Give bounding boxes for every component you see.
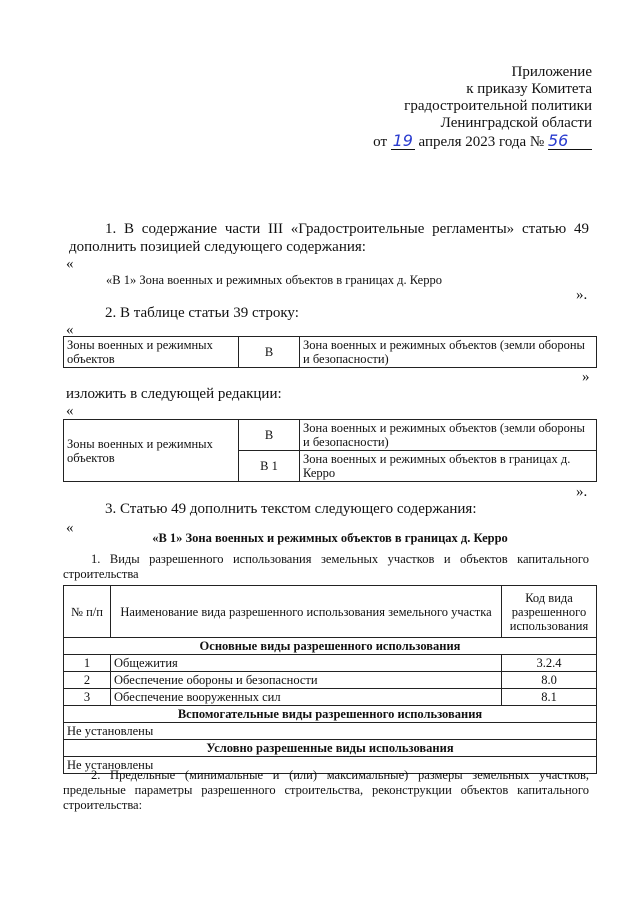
table-row [64,723,597,740]
permitted-use-table [63,585,597,774]
header-line: к приказу Комитета [466,81,592,97]
row-code: 8.0 [502,672,597,689]
header-line: Ленинградской области [440,115,592,131]
table-row [64,689,597,706]
section-row [64,740,597,757]
row-name: Обеспечение вооруженных сил [111,689,502,706]
row-code: 8.1 [502,689,597,706]
replace-line: изложить в следующей редакции: [66,386,282,402]
section-aux-uses: Вспомогательные виды разрешенного использования [64,706,597,723]
item-2-line: 2. В таблице статьи 39 строку: [105,305,299,321]
table-row [64,337,597,368]
aux-uses-value: Не установлены [64,723,597,740]
new-table-desc: Зона военных и режимных объектов в границах д. Керро [300,451,597,482]
table-row [64,672,597,689]
item-1-line: дополнить позицией следующего содержания: [69,239,366,255]
table-header-row [64,586,597,638]
section-row [64,706,597,723]
date-prefix: от [373,134,388,150]
table-row [64,420,597,451]
new-table-desc: Зона военных и режимных объектов (земли обороны и безопасности) [300,420,597,451]
col-header-name: Наименование вида разрешенного использования земельного участка [111,586,502,638]
old-table-zone-desc: Зона военных и режимных объектов (земли обороны и безопасности) [300,337,597,368]
conditional-uses-value: Не установлены [64,757,597,774]
close-quote: ». [576,287,588,303]
open-quote: « [66,520,74,536]
header-line: градостроительной политики [404,98,592,114]
zone-section-title: «В 1» Зона военных и режимных объектов в границах д. Керро [152,531,508,545]
col-header-code: Код вида разрешенного использования [502,586,597,638]
close-quote: » [582,369,590,385]
header-line: Приложение [511,64,592,80]
open-quote: « [66,256,74,272]
new-zone-table [63,419,597,482]
table-row [64,655,597,672]
col-header-number: № п/п [64,586,111,638]
section-row [64,638,597,655]
new-table-code: В [239,420,300,451]
subsection-2: 2. Предельные (минимальные и (или) максимальные) размеры земельных участков, предельные параметры разрешенного строительства, реконструкции объектов капитального строительства: [63,768,589,812]
item-1 [69,220,589,256]
old-zone-table [63,336,597,368]
item-1-line: 1. В содержание части III «Градостроительные регламенты» статью 49 [105,221,589,237]
open-quote: « [66,322,74,338]
section-conditional-uses: Условно разрешенные виды использования [64,740,597,757]
open-quote: « [66,403,74,419]
old-table-zone-code: В [239,337,300,368]
row-number: 2 [64,672,111,689]
handwritten-day: 19 [392,131,413,150]
approval-header [373,64,592,151]
handwritten-number: 56 [548,132,592,150]
close-quote: ». [576,484,588,500]
new-table-zone-group: Зоны военных и режимных объектов [64,420,239,482]
subsection-1: 1. Виды разрешенного использования земельных участков и объектов капитального строительства [63,552,589,581]
old-table-zone-group: Зоны военных и режимных объектов [64,337,239,368]
row-number: 1 [64,655,111,672]
zone-entry-text: «В 1» Зона военных и режимных объектов в границах д. Керро [106,273,442,287]
row-name: Общежития [111,655,502,672]
section-main-uses: Основные виды разрешенного использования [64,638,597,655]
row-code: 3.2.4 [502,655,597,672]
item-3-line: 3. Статью 49 дополнить текстом следующего содержания: [105,501,477,517]
row-name: Обеспечение обороны и безопасности [111,672,502,689]
row-number: 3 [64,689,111,706]
header-date-line [373,132,592,151]
date-text: апреля 2023 года № [418,134,545,150]
new-table-code: В 1 [239,451,300,482]
